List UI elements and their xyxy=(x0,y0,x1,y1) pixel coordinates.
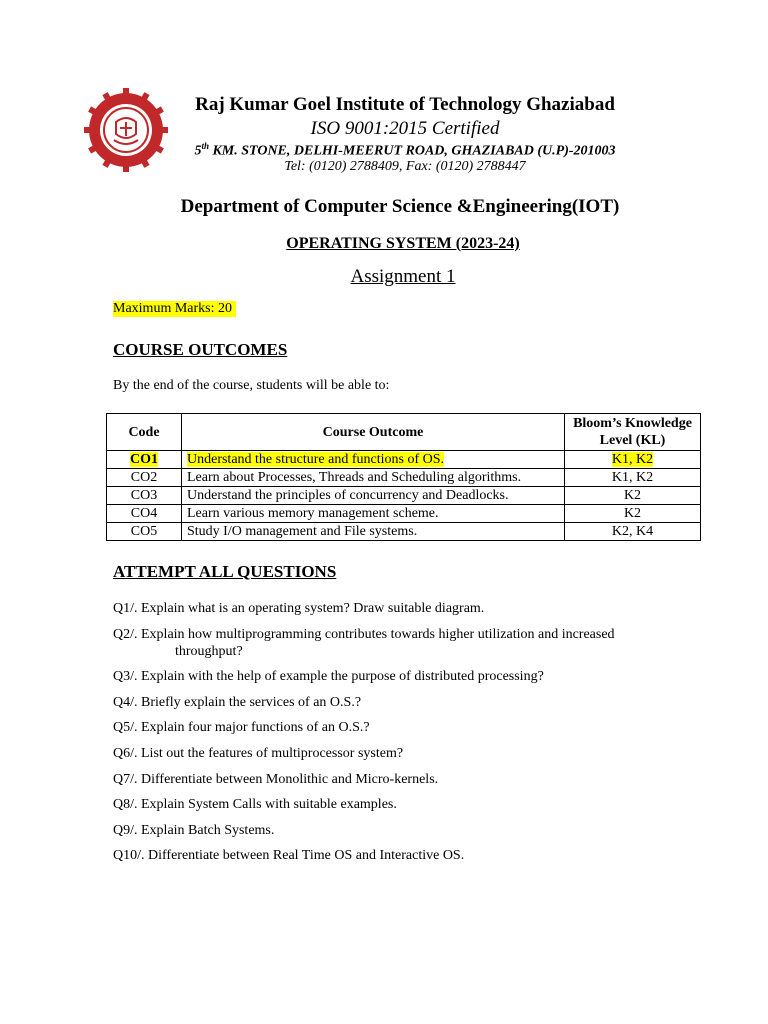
question-item xyxy=(113,847,673,864)
question-continuation: throughput? xyxy=(175,643,243,659)
table-header-row xyxy=(107,414,701,451)
address-ordinal: th xyxy=(201,141,209,151)
co-kl: K2 xyxy=(565,505,701,523)
co-outcome: Learn various memory management scheme. xyxy=(182,505,565,523)
questions-heading: ATTEMPT ALL QUESTIONS xyxy=(113,562,337,581)
question-item xyxy=(113,719,673,736)
co-outcome: Understand the structure and functions of OS. xyxy=(187,452,444,467)
question-text: Q1/. Explain what is an operating system? Draw suitable diagram. xyxy=(113,601,485,616)
maximum-marks: Maximum Marks: 20 xyxy=(113,301,236,317)
question-item xyxy=(113,822,673,839)
iso-certification: ISO 9001:2015 Certified xyxy=(310,118,500,139)
co-outcome: Understand the principles of concurrency and Deadlocks. xyxy=(182,487,565,505)
question-text: Q10/. Differentiate between Real Time OS and Interactive OS. xyxy=(113,848,465,864)
column-header-kl: Bloom’s Knowledge Level (KL) xyxy=(565,414,701,451)
co-outcome: Study I/O management and File systems. xyxy=(182,523,565,541)
question-item xyxy=(113,745,673,762)
course-outcomes-heading: COURSE OUTCOMES xyxy=(113,340,288,359)
co-kl: K1, K2 xyxy=(565,469,701,487)
question-text: Q7/. Differentiate between Monolithic and Micro-kernels. xyxy=(113,771,439,787)
co-kl: K2, K4 xyxy=(565,523,701,541)
column-header-code: Code xyxy=(107,414,182,451)
course-outcomes-intro: By the end of the course, students will be able to: xyxy=(113,378,390,393)
column-header-outcome: Course Outcome xyxy=(182,414,565,451)
question-text: Q6/. List out the features of multiprocessor system? xyxy=(113,745,404,761)
institute-logo xyxy=(84,88,168,172)
table-row xyxy=(107,469,701,487)
question-item xyxy=(113,668,673,685)
question-text: Q8/. Explain System Calls with suitable examples. xyxy=(113,797,397,813)
question-item xyxy=(113,694,673,711)
question-item xyxy=(113,771,673,788)
course-outcomes-table xyxy=(106,413,701,541)
question-item xyxy=(113,796,673,813)
question-text: Q3/. Explain with the help of example the purpose of distributed processing? xyxy=(113,669,544,685)
co-code: CO4 xyxy=(107,505,182,523)
subject-title: OPERATING SYSTEM (2023-24) xyxy=(286,235,520,252)
question-text: Q9/. Explain Batch Systems. xyxy=(113,822,275,838)
question-text: Q4/. Briefly explain the services of an O.S.? xyxy=(113,694,362,710)
question-item xyxy=(113,600,673,617)
assignment-title: Assignment 1 xyxy=(350,266,456,287)
question-item xyxy=(113,626,673,660)
co-code: CO3 xyxy=(107,487,182,505)
institute-name: Raj Kumar Goel Institute of Technology Ghaziabad xyxy=(195,94,615,115)
question-list xyxy=(113,600,673,873)
co-outcome: Learn about Processes, Threads and Scheduling algorithms. xyxy=(182,469,565,487)
table-row xyxy=(107,487,701,505)
co-code: CO5 xyxy=(107,523,182,541)
table-row xyxy=(107,523,701,541)
co-code: CO1 xyxy=(130,452,158,467)
co-code: CO2 xyxy=(107,469,182,487)
department-title: Department of Computer Science &Engineering(IOT) xyxy=(180,196,620,217)
co-kl: K2 xyxy=(565,487,701,505)
table-row xyxy=(107,505,701,523)
contact-numbers: Tel: (0120) 2788409, Fax: (0120) 2788447 xyxy=(284,159,526,174)
address-number: 5 xyxy=(194,143,202,159)
question-text: Q5/. Explain four major functions of an O.S.? xyxy=(113,720,370,736)
table-row xyxy=(107,451,701,469)
question-text: Q2/. Explain how multiprogramming contributes towards higher utilization and increased xyxy=(113,626,615,642)
institute-address xyxy=(170,141,640,160)
co-kl: K1, K2 xyxy=(611,452,654,467)
address-text: KM. STONE, DELHI-MEERUT ROAD, GHAZIABAD (U.P)-201003 xyxy=(208,143,616,159)
logo-gear xyxy=(84,88,168,172)
